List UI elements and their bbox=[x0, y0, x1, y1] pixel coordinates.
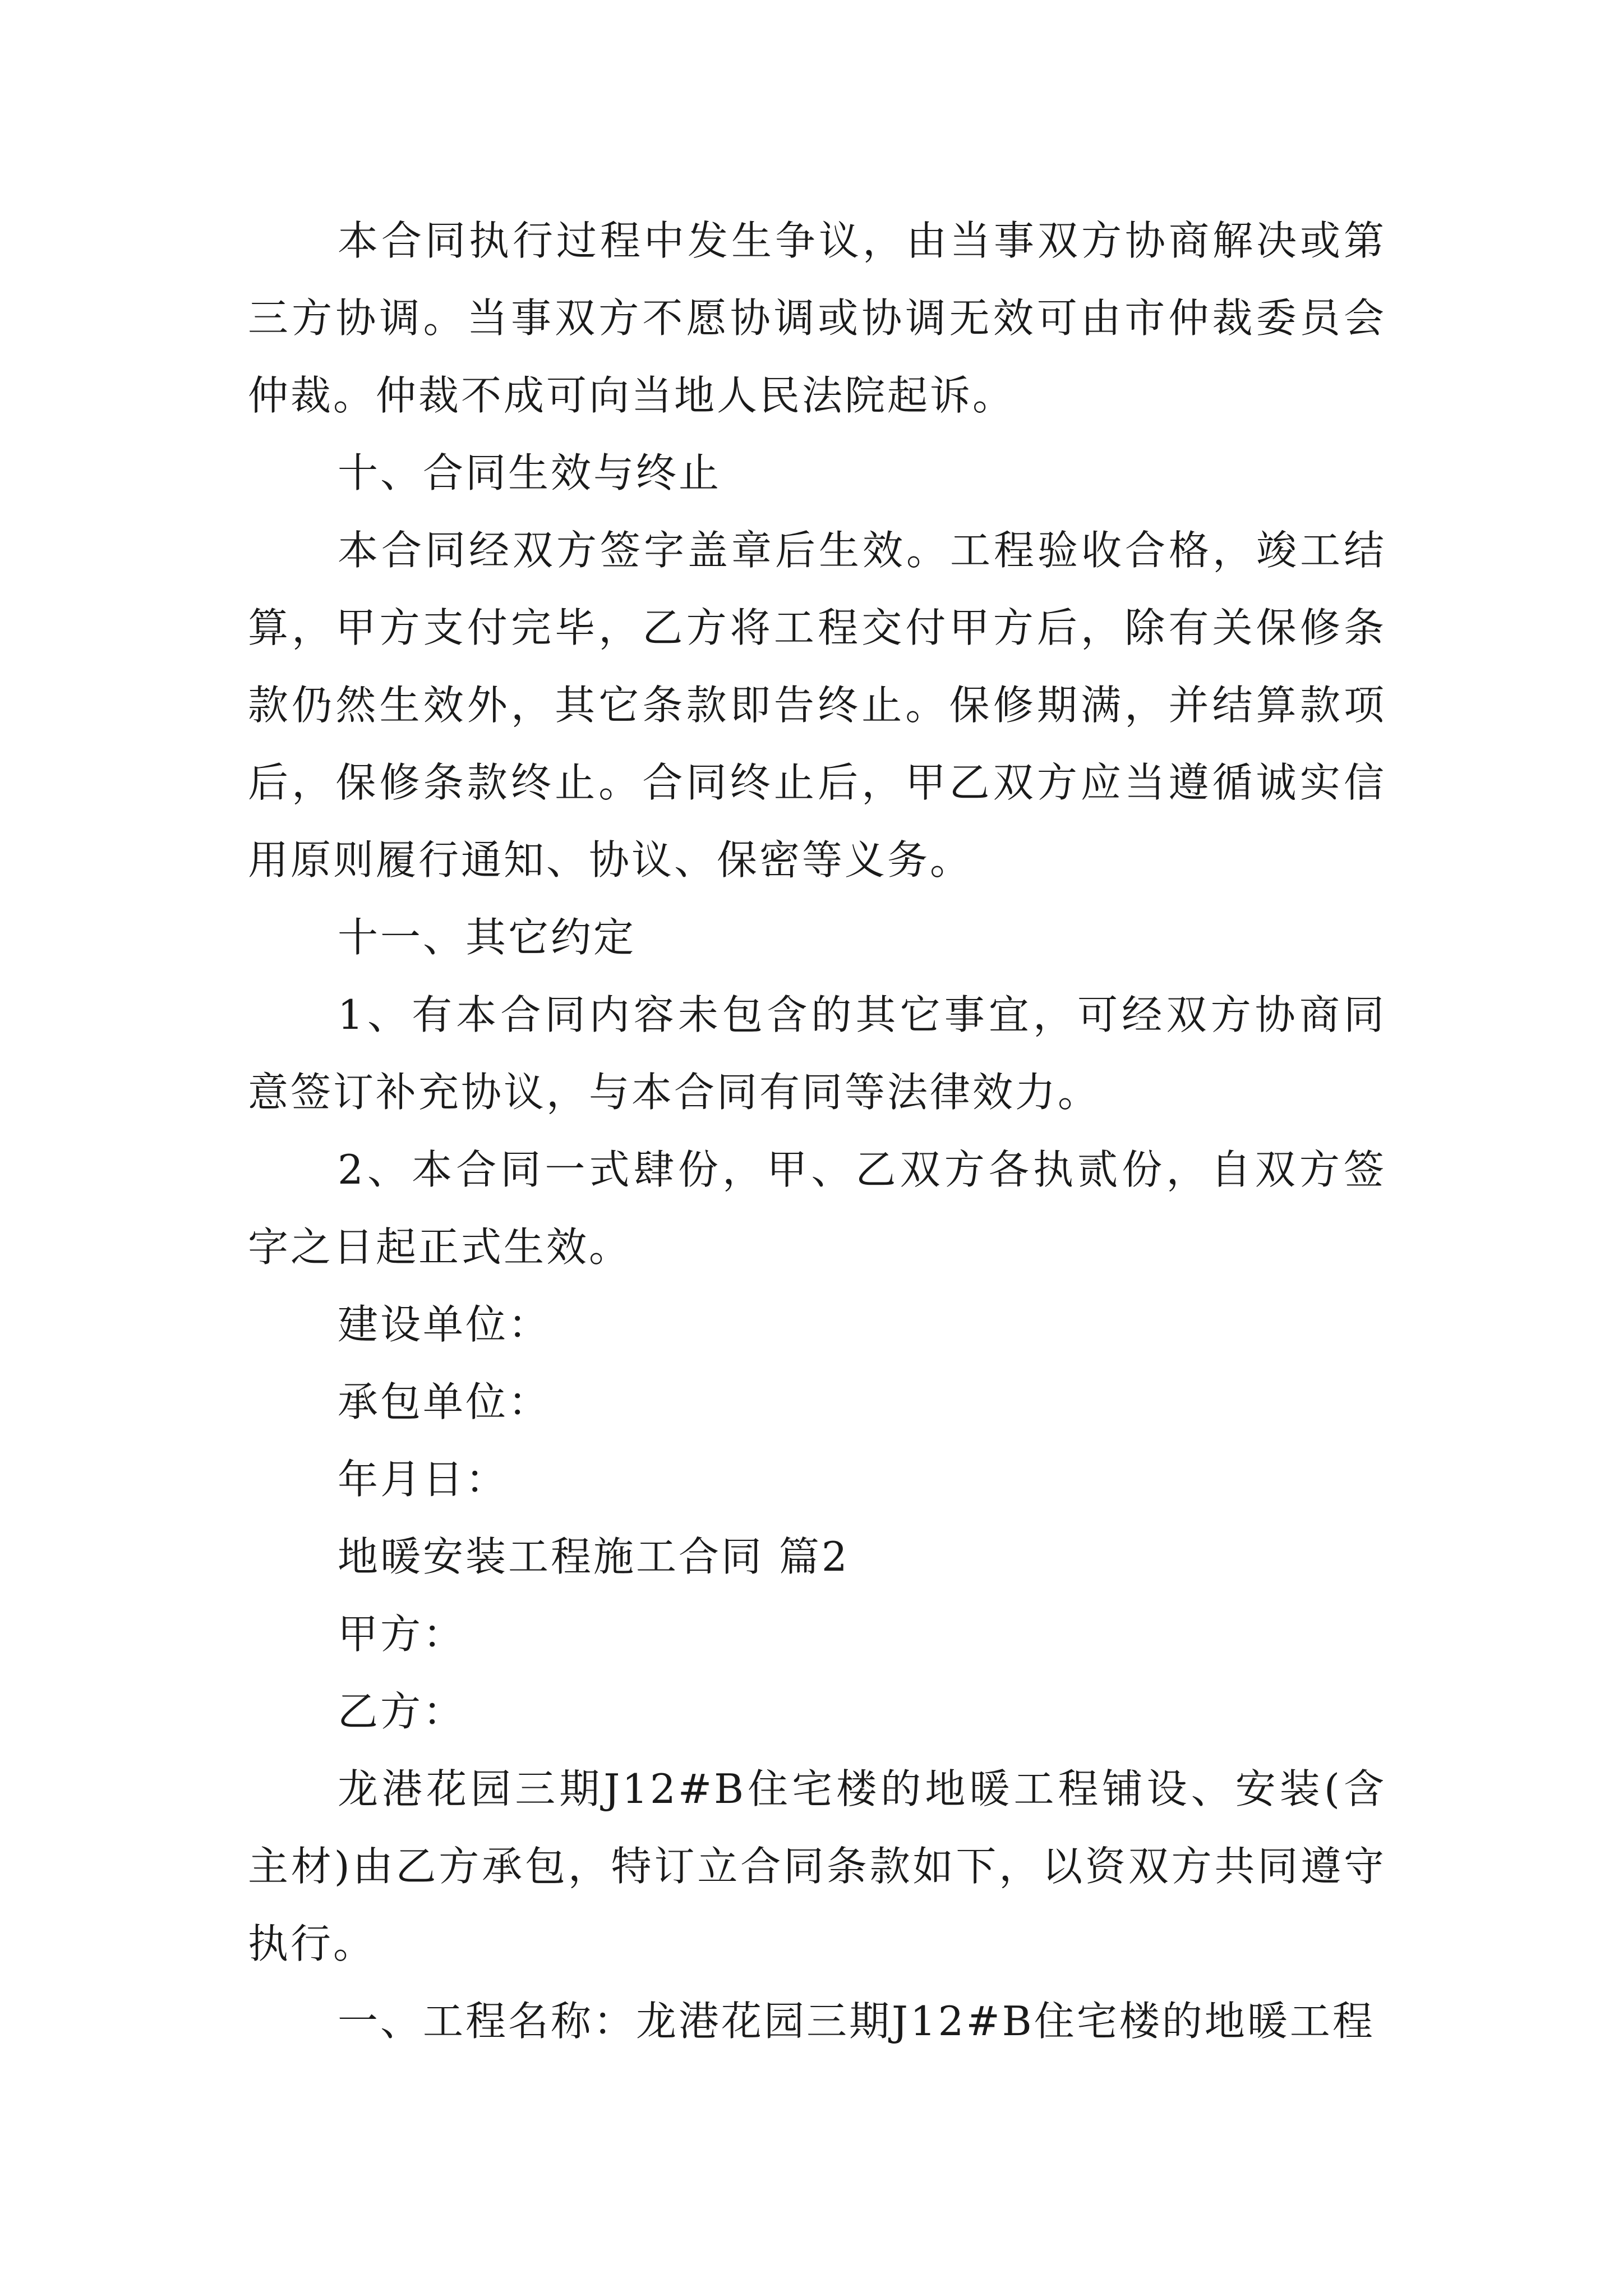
paragraph-other-clause-1: 1、有本合同内容未包含的其它事宜，可经双方协商同意签订补充协议，与本合同有同等法律效力。 bbox=[248, 991, 1386, 1116]
paragraph-other-clause-2: 2、本合同一式肆份，甲、乙双方各执贰份，自双方签字之日起正式生效。 bbox=[248, 1146, 1386, 1271]
signature-construction-unit: 建设单位： bbox=[338, 1301, 551, 1348]
section-heading-11: 十一、其它约定 bbox=[338, 914, 637, 961]
paragraph-dispute-resolution: 本合同执行过程中发生争议，由当事双方协商解决或第三方协调。当事双方不愿协调或协调无效可由市仲裁委员会仲裁。仲裁不成可向当地人民法院起诉。 bbox=[248, 217, 1386, 419]
contract-title-part-2: 地暖安装工程施工合同 篇2 bbox=[338, 1533, 850, 1580]
paragraph-project-name: 一、工程名称：龙港花园三期J12#B住宅楼的地暖工程 bbox=[338, 1998, 1375, 2045]
section-heading-10: 十、合同生效与终止 bbox=[338, 449, 722, 496]
party-a-label: 甲方： bbox=[338, 1611, 466, 1658]
signature-date: 年月日： bbox=[338, 1456, 509, 1503]
paragraph-effect-termination: 本合同经双方签字盖章后生效。工程验收合格，竣工结算，甲方支付完毕，乙方将工程交付甲方后，除有关保修条款仍然生效外，其它条款即告终止。保修期满，并结算款项后，保修条款终止。合同终止后，甲乙双方应当遵循诚实信用原则履行通知、协议、保密等义务。 bbox=[248, 527, 1386, 884]
party-b-label: 乙方： bbox=[338, 1688, 466, 1735]
document-body bbox=[248, 202, 1386, 2060]
signature-contractor-unit: 承包单位： bbox=[338, 1378, 551, 1425]
paragraph-contract-intro: 龙港花园三期J12#B住宅楼的地暖工程铺设、安装(含主材)由乙方承包，特订立合同条款如下，以资双方共同遵守执行。 bbox=[248, 1765, 1386, 1967]
